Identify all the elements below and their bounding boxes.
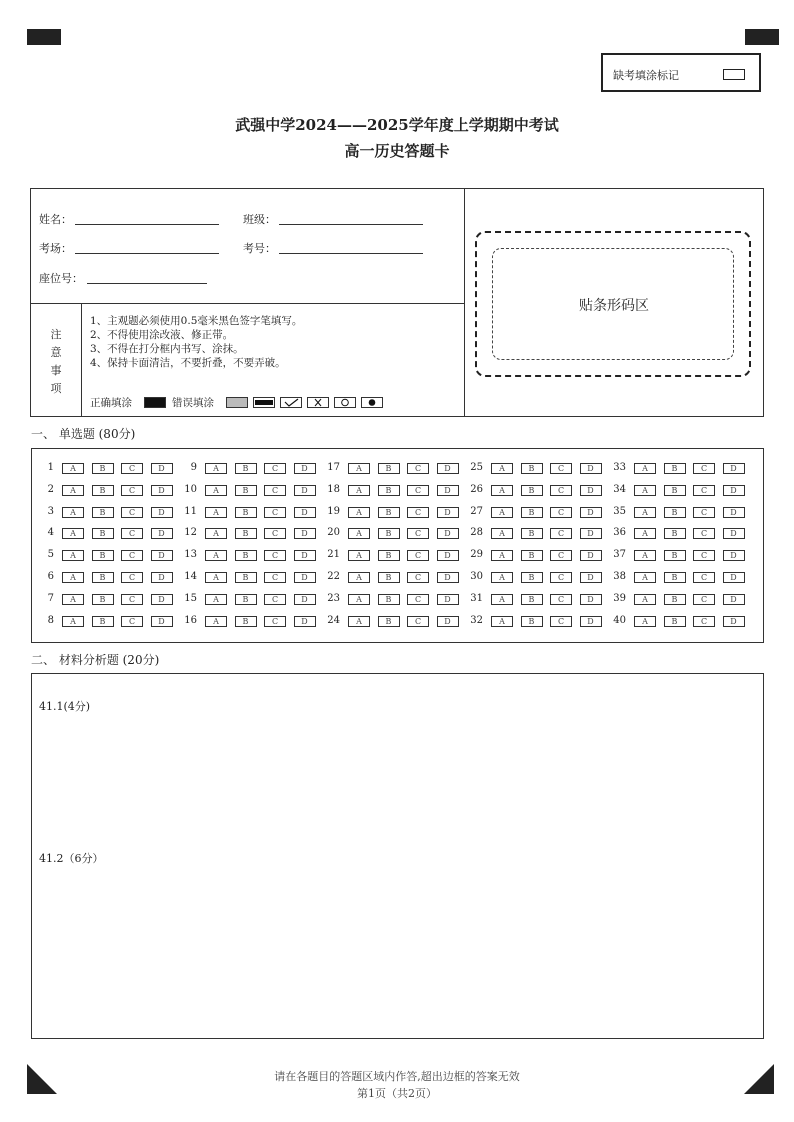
seat-field[interactable] [87, 271, 207, 284]
option-bubble-d[interactable]: D [580, 616, 602, 627]
question-number: 38 [613, 571, 626, 582]
question-number: 7 [47, 592, 54, 604]
option-bubble-a[interactable]: A [205, 463, 227, 474]
option-bubble-b[interactable]: B [92, 528, 114, 539]
option-bubble-a[interactable]: A [205, 616, 227, 627]
option-bubble-b[interactable]: B [235, 550, 257, 561]
option-bubble-a[interactable]: A [491, 507, 513, 518]
option-bubble-c[interactable]: C [121, 507, 143, 518]
question-number: 33 [613, 462, 626, 473]
question-number: 18 [327, 483, 340, 495]
question-number: 12 [184, 527, 197, 539]
question-number: 15 [184, 592, 197, 604]
option-bubble-d[interactable]: D [151, 550, 173, 561]
question-number: 9 [190, 462, 197, 473]
positioning-mark-bottom-right [744, 1064, 774, 1094]
notice-char: 注 [50, 328, 62, 341]
option-bubble-b[interactable]: B [235, 463, 257, 474]
option-bubble-c[interactable]: C [407, 616, 429, 627]
option-bubble-a[interactable]: A [491, 528, 513, 539]
option-bubble-c[interactable]: C [407, 572, 429, 583]
option-bubble-b[interactable]: B [92, 485, 114, 496]
option-bubble-c[interactable]: C [550, 550, 572, 561]
option-bubble-c[interactable]: C [264, 572, 286, 583]
option-bubble-d[interactable]: D [437, 528, 459, 539]
option-bubble-d[interactable]: D [723, 594, 745, 605]
option-bubble-c[interactable]: C [407, 507, 429, 518]
option-bubble-d[interactable]: D [723, 616, 745, 627]
option-bubble-d[interactable]: D [580, 463, 602, 474]
option-bubble-a[interactable]: A [634, 572, 656, 583]
section-single-choice-title: 一、 单选题 (80分) [31, 427, 136, 441]
option-bubble-c[interactable]: C [264, 485, 286, 496]
wrong-fill-sample-cross [307, 397, 329, 408]
question-number: 31 [470, 592, 483, 604]
option-bubble-c[interactable]: C [121, 550, 143, 561]
option-bubble-c[interactable]: C [264, 594, 286, 605]
option-bubble-c[interactable]: C [550, 616, 572, 627]
option-bubble-d[interactable]: D [294, 528, 316, 539]
option-bubble-c[interactable]: C [693, 485, 715, 496]
option-bubble-a[interactable]: A [491, 463, 513, 474]
absent-mark-box [601, 53, 761, 92]
question-number: 32 [470, 614, 483, 626]
option-bubble-a[interactable]: A [491, 485, 513, 496]
class-field[interactable] [279, 212, 423, 225]
name-field[interactable] [75, 212, 219, 225]
option-bubble-d[interactable]: D [723, 528, 745, 539]
option-bubble-d[interactable]: D [294, 463, 316, 474]
option-bubble-b[interactable]: B [664, 463, 686, 474]
question-number: 11 [184, 505, 197, 517]
student-info-box [30, 188, 764, 417]
option-bubble-a[interactable]: A [205, 594, 227, 605]
notice-char: 事 [50, 364, 62, 377]
option-bubble-c[interactable]: C [550, 528, 572, 539]
option-bubble-d[interactable]: D [294, 616, 316, 627]
option-bubble-a[interactable]: A [491, 572, 513, 583]
wrong-fill-sample-light [226, 397, 248, 408]
question-number: 37 [613, 549, 626, 561]
option-bubble-d[interactable]: D [151, 463, 173, 474]
option-bubble-c[interactable]: C [550, 572, 572, 583]
notice-section [31, 303, 464, 417]
barcode-label: 贴条形码区 [579, 298, 649, 314]
exam-no-field[interactable] [279, 241, 423, 254]
option-bubble-a[interactable]: A [348, 572, 370, 583]
question-number: 35 [613, 505, 626, 517]
option-bubble-a[interactable]: A [634, 528, 656, 539]
question-number: 19 [327, 505, 340, 517]
exam-title: 武强中学2024——2025学年度上学期期中考试 [235, 116, 559, 134]
option-bubble-a[interactable]: A [634, 594, 656, 605]
option-bubble-b[interactable]: B [92, 616, 114, 627]
option-bubble-a[interactable]: A [348, 528, 370, 539]
page-number: 第1页（共2页） [357, 1087, 437, 1100]
option-bubble-b[interactable]: B [378, 528, 400, 539]
option-bubble-b[interactable]: B [92, 507, 114, 518]
positioning-mark-top-right [745, 29, 779, 45]
notice-rule: 2、不得使用涂改液、修正带。 [90, 329, 234, 341]
option-bubble-c[interactable]: C [693, 594, 715, 605]
positioning-mark-bottom-left [27, 1064, 57, 1094]
question-number: 29 [470, 549, 483, 561]
question-number: 23 [327, 592, 340, 604]
option-bubble-b[interactable]: B [378, 616, 400, 627]
option-bubble-a[interactable]: A [62, 485, 84, 496]
option-bubble-d[interactable]: D [723, 550, 745, 561]
option-bubble-c[interactable]: C [121, 485, 143, 496]
option-bubble-b[interactable]: B [92, 594, 114, 605]
option-bubble-c[interactable]: C [693, 550, 715, 561]
option-bubble-c[interactable]: C [693, 463, 715, 474]
notice-rule: 1、主观题必须使用0.5毫米黑色签字笔填写。 [90, 315, 303, 327]
option-bubble-c[interactable]: C [121, 594, 143, 605]
name-label: 姓名： [39, 213, 72, 226]
option-bubble-b[interactable]: B [664, 594, 686, 605]
option-bubble-b[interactable]: B [521, 485, 543, 496]
option-bubble-b[interactable]: B [521, 572, 543, 583]
option-bubble-c[interactable]: C [121, 528, 143, 539]
option-bubble-d[interactable]: D [723, 485, 745, 496]
option-bubble-a[interactable]: A [62, 463, 84, 474]
option-bubble-c[interactable]: C [121, 616, 143, 627]
question-number: 34 [613, 483, 626, 495]
wrong-fill-sample-partial [253, 397, 275, 408]
notice-char: 项 [50, 382, 62, 395]
option-bubble-b[interactable]: B [378, 572, 400, 583]
option-bubble-c[interactable]: C [693, 616, 715, 627]
wrong-fill-label: 错误填涂 [172, 397, 214, 409]
option-bubble-a[interactable]: A [634, 485, 656, 496]
option-bubble-a[interactable]: A [634, 550, 656, 561]
option-bubble-b[interactable]: B [521, 550, 543, 561]
option-bubble-a[interactable]: A [634, 507, 656, 518]
option-bubble-d[interactable]: D [151, 572, 173, 583]
notice-tag [31, 304, 82, 417]
option-bubble-d[interactable]: D [723, 507, 745, 518]
option-bubble-a[interactable]: A [205, 507, 227, 518]
single-choice-grid [31, 448, 764, 643]
option-bubble-a[interactable]: A [634, 463, 656, 474]
question-number: 1 [47, 462, 54, 473]
option-bubble-d[interactable]: D [580, 528, 602, 539]
option-bubble-a[interactable]: A [491, 594, 513, 605]
seat-label: 座位号： [39, 272, 83, 285]
option-bubble-d[interactable]: D [437, 463, 459, 474]
option-bubble-a[interactable]: A [62, 594, 84, 605]
question-number: 24 [327, 614, 340, 626]
option-bubble-a[interactable]: A [205, 528, 227, 539]
option-bubble-b[interactable]: B [664, 528, 686, 539]
question-number: 28 [470, 527, 483, 539]
option-bubble-a[interactable]: A [348, 507, 370, 518]
option-bubble-b[interactable]: B [92, 572, 114, 583]
question-number: 13 [184, 549, 197, 561]
question-number: 36 [613, 527, 626, 539]
option-bubble-b[interactable]: B [378, 463, 400, 474]
option-bubble-c[interactable]: C [264, 507, 286, 518]
option-bubble-c[interactable]: C [550, 594, 572, 605]
option-bubble-b[interactable]: B [664, 572, 686, 583]
option-bubble-a[interactable]: A [62, 572, 84, 583]
option-bubble-b[interactable]: B [235, 507, 257, 518]
question-number: 27 [470, 505, 483, 517]
option-bubble-a[interactable]: A [205, 485, 227, 496]
option-bubble-b[interactable]: B [664, 550, 686, 561]
option-bubble-b[interactable]: B [92, 463, 114, 474]
question-number: 39 [613, 592, 626, 604]
option-bubble-a[interactable]: A [348, 463, 370, 474]
option-bubble-b[interactable]: B [378, 507, 400, 518]
absent-mark-label: 缺考填涂标记 [613, 69, 679, 82]
option-bubble-a[interactable]: A [62, 528, 84, 539]
option-bubble-c[interactable]: C [693, 507, 715, 518]
option-bubble-d[interactable]: D [151, 485, 173, 496]
question-number: 4 [47, 527, 54, 539]
option-bubble-a[interactable]: A [62, 616, 84, 627]
wrong-fill-sample-dot [361, 397, 383, 408]
option-bubble-b[interactable]: B [521, 463, 543, 474]
option-bubble-b[interactable]: B [521, 507, 543, 518]
question-41-1-label: 41.1(4分) [39, 700, 91, 713]
wrong-fill-sample-check [280, 397, 302, 408]
option-bubble-b[interactable]: B [664, 507, 686, 518]
option-bubble-d[interactable]: D [294, 572, 316, 583]
option-bubble-a[interactable]: A [205, 572, 227, 583]
question-number: 2 [47, 483, 54, 495]
option-bubble-d[interactable]: D [437, 507, 459, 518]
answer-sheet-title: 高一历史答题卡 [344, 142, 450, 160]
room-label: 考场： [39, 242, 72, 255]
class-label: 班级： [243, 213, 276, 226]
option-bubble-a[interactable]: A [348, 550, 370, 561]
option-bubble-d[interactable]: D [151, 507, 173, 518]
question-number: 40 [613, 614, 626, 626]
question-number: 21 [327, 549, 340, 561]
option-bubble-b[interactable]: B [521, 616, 543, 627]
question-41-2-label: 41.2（6分） [39, 852, 104, 865]
option-bubble-a[interactable]: A [348, 616, 370, 627]
option-bubble-d[interactable]: D [437, 485, 459, 496]
question-number: 17 [327, 462, 340, 473]
option-bubble-d[interactable]: D [294, 507, 316, 518]
absent-fill-slot[interactable] [723, 69, 745, 80]
option-bubble-b[interactable]: B [235, 485, 257, 496]
question-number: 10 [184, 483, 197, 495]
option-bubble-a[interactable]: A [348, 594, 370, 605]
option-bubble-b[interactable]: B [92, 550, 114, 561]
option-bubble-c[interactable]: C [550, 463, 572, 474]
option-bubble-d[interactable]: D [151, 616, 173, 627]
question-number: 26 [470, 483, 483, 495]
option-bubble-c[interactable]: C [121, 463, 143, 474]
option-bubble-c[interactable]: C [550, 507, 572, 518]
option-bubble-b[interactable]: B [378, 550, 400, 561]
option-bubble-c[interactable]: C [407, 550, 429, 561]
info-left-panel [31, 189, 465, 416]
question-number: 22 [327, 571, 340, 582]
question-number: 16 [184, 614, 197, 626]
option-bubble-d[interactable]: D [437, 572, 459, 583]
question-number: 6 [47, 571, 54, 582]
option-bubble-d[interactable]: D [580, 550, 602, 561]
section-material-analysis-title: 二、 材料分析题 (20分) [31, 653, 160, 667]
option-bubble-b[interactable]: B [235, 616, 257, 627]
option-bubble-d[interactable]: D [151, 528, 173, 539]
option-bubble-b[interactable]: B [521, 594, 543, 605]
option-bubble-c[interactable]: C [407, 463, 429, 474]
option-bubble-b[interactable]: B [378, 485, 400, 496]
option-bubble-c[interactable]: C [121, 572, 143, 583]
question-number: 3 [47, 505, 54, 517]
option-bubble-c[interactable]: C [550, 485, 572, 496]
option-bubble-a[interactable]: A [491, 616, 513, 627]
question-number: 25 [470, 462, 483, 473]
footer-instruction: 请在各题目的答题区域内作答,超出边框的答案无效 [274, 1070, 520, 1083]
option-bubble-d[interactable]: D [580, 507, 602, 518]
option-bubble-c[interactable]: C [264, 463, 286, 474]
option-bubble-d[interactable]: D [294, 594, 316, 605]
wrong-fill-sample-circle [334, 397, 356, 408]
option-bubble-a[interactable]: A [62, 550, 84, 561]
option-bubble-b[interactable]: B [664, 616, 686, 627]
positioning-mark-top-left [27, 29, 61, 45]
option-bubble-b[interactable]: B [521, 528, 543, 539]
room-field[interactable] [75, 241, 219, 254]
option-bubble-d[interactable]: D [437, 616, 459, 627]
option-bubble-c[interactable]: C [407, 485, 429, 496]
option-bubble-c[interactable]: C [264, 528, 286, 539]
option-bubble-d[interactable]: D [294, 550, 316, 561]
question-number: 5 [47, 549, 54, 561]
option-bubble-c[interactable]: C [407, 528, 429, 539]
notice-rule: 4、保持卡面清洁，不要折叠，不要弄破。 [90, 357, 286, 369]
notice-rule: 3、不得在打分框内书写、涂抹。 [90, 343, 244, 355]
option-bubble-c[interactable]: C [693, 572, 715, 583]
option-bubble-a[interactable]: A [491, 550, 513, 561]
option-bubble-d[interactable]: D [580, 594, 602, 605]
option-bubble-a[interactable]: A [205, 550, 227, 561]
option-bubble-d[interactable]: D [580, 572, 602, 583]
option-bubble-a[interactable]: A [62, 507, 84, 518]
option-bubble-b[interactable]: B [235, 594, 257, 605]
option-bubble-a[interactable]: A [634, 616, 656, 627]
option-bubble-d[interactable]: D [723, 572, 745, 583]
option-bubble-d[interactable]: D [151, 594, 173, 605]
option-bubble-d[interactable]: D [437, 550, 459, 561]
option-bubble-d[interactable]: D [294, 485, 316, 496]
option-bubble-b[interactable]: B [235, 528, 257, 539]
option-bubble-b[interactable]: B [664, 485, 686, 496]
question-number: 20 [327, 527, 340, 539]
exam-no-label: 考号： [243, 242, 276, 255]
option-bubble-d[interactable]: D [723, 463, 745, 474]
option-bubble-a[interactable]: A [348, 485, 370, 496]
correct-fill-label: 正确填涂 [90, 397, 132, 409]
option-bubble-d[interactable]: D [437, 594, 459, 605]
option-bubble-c[interactable]: C [407, 594, 429, 605]
option-bubble-d[interactable]: D [580, 485, 602, 496]
notice-char: 意 [50, 346, 62, 359]
question-number: 30 [470, 571, 483, 582]
correct-fill-sample [144, 397, 166, 408]
barcode-area-inner [492, 248, 734, 360]
option-bubble-b[interactable]: B [235, 572, 257, 583]
barcode-area-outer [475, 231, 751, 377]
option-bubble-c[interactable]: C [693, 528, 715, 539]
option-bubble-c[interactable]: C [264, 616, 286, 627]
option-bubble-c[interactable]: C [264, 550, 286, 561]
question-number: 14 [184, 571, 197, 582]
material-analysis-answer-area[interactable] [31, 673, 764, 1039]
question-number: 8 [47, 614, 54, 626]
option-bubble-b[interactable]: B [378, 594, 400, 605]
